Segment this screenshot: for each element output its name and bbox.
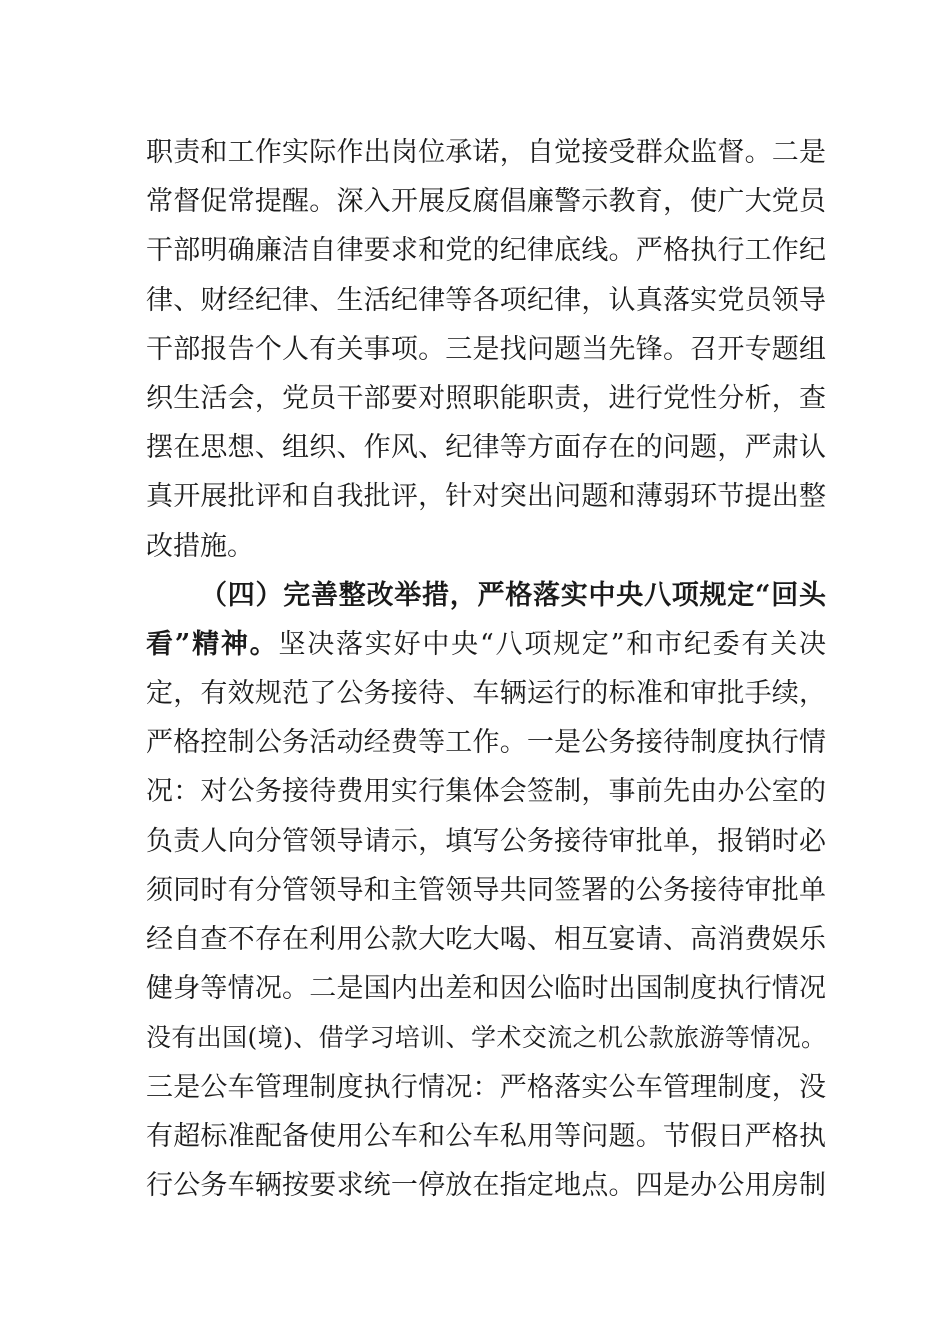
text-line: 改措施。: [146, 530, 254, 562]
text-line: 须同时有分管领导和主管领导共同签署的公务接待审批单: [146, 874, 826, 906]
text-line: 干部报告个人有关事项。三是找问题当先锋。召开专题组: [146, 333, 826, 365]
text-line: 没有出国(境)、借学习培训、学术交流之机公款旅游等情况。: [146, 1023, 826, 1053]
text-line: 律、财经纪律、生活纪律等各项纪律，认真落实党员领导: [146, 284, 826, 316]
text-line: 行公务车辆按要求统一停放在指定地点。四是办公用房制: [146, 1169, 826, 1201]
paragraph: [146, 128, 826, 571]
text-line: 织生活会，党员干部要对照职能职责，进行党性分析，查: [146, 382, 826, 414]
text-line: 经自查不存在利用公款大吃大喝、相互宴请、高消费娱乐: [146, 924, 826, 955]
paragraph: [146, 571, 826, 1210]
text-line: 常督促常提醒。深入开展反腐倡廉警示教育，使广大党员: [146, 186, 826, 218]
text-line: 有超标准配备使用公车和公车私用等问题。节假日严格执: [146, 1120, 826, 1152]
text-line: 况：对公务接待费用实行集体会签制，事前先由办公室的: [146, 776, 826, 808]
section-heading-continued: 看”精神。: [146, 628, 279, 660]
text-line: 负责人向分管领导请示，填写公务接待审批单，报销时必: [146, 825, 826, 857]
text-line: 定，有效规范了公务接待、车辆运行的标准和审批手续，: [146, 678, 826, 710]
text-line: 干部明确廉洁自律要求和党的纪律底线。严格执行工作纪: [146, 235, 826, 267]
text-line: 三是公车管理制度执行情况：严格落实公车管理制度，没: [146, 1071, 826, 1103]
text-line: 严格控制公务活动经费等工作。一是公务接待制度执行情: [146, 727, 826, 759]
text-line: 职责和工作实际作出岗位承诺，自觉接受群众监督。二是: [146, 137, 826, 168]
text-segment: 坚决落实好中央“八项规定”和市纪委有关决: [278, 628, 827, 660]
text-line: 摆在思想、组织、作风、纪律等方面存在的问题，严肃认: [146, 432, 826, 464]
text-line: [146, 620, 826, 669]
text-line: 健身等情况。二是国内出差和因公临时出国制度执行情况: [146, 973, 826, 1005]
document-body: [146, 128, 826, 1210]
section-heading: （四）完善整改举措，严格落实中央八项规定“回头: [200, 579, 826, 611]
text-line: 真开展批评和自我批评，针对突出问题和薄弱环节提出整: [146, 481, 826, 513]
